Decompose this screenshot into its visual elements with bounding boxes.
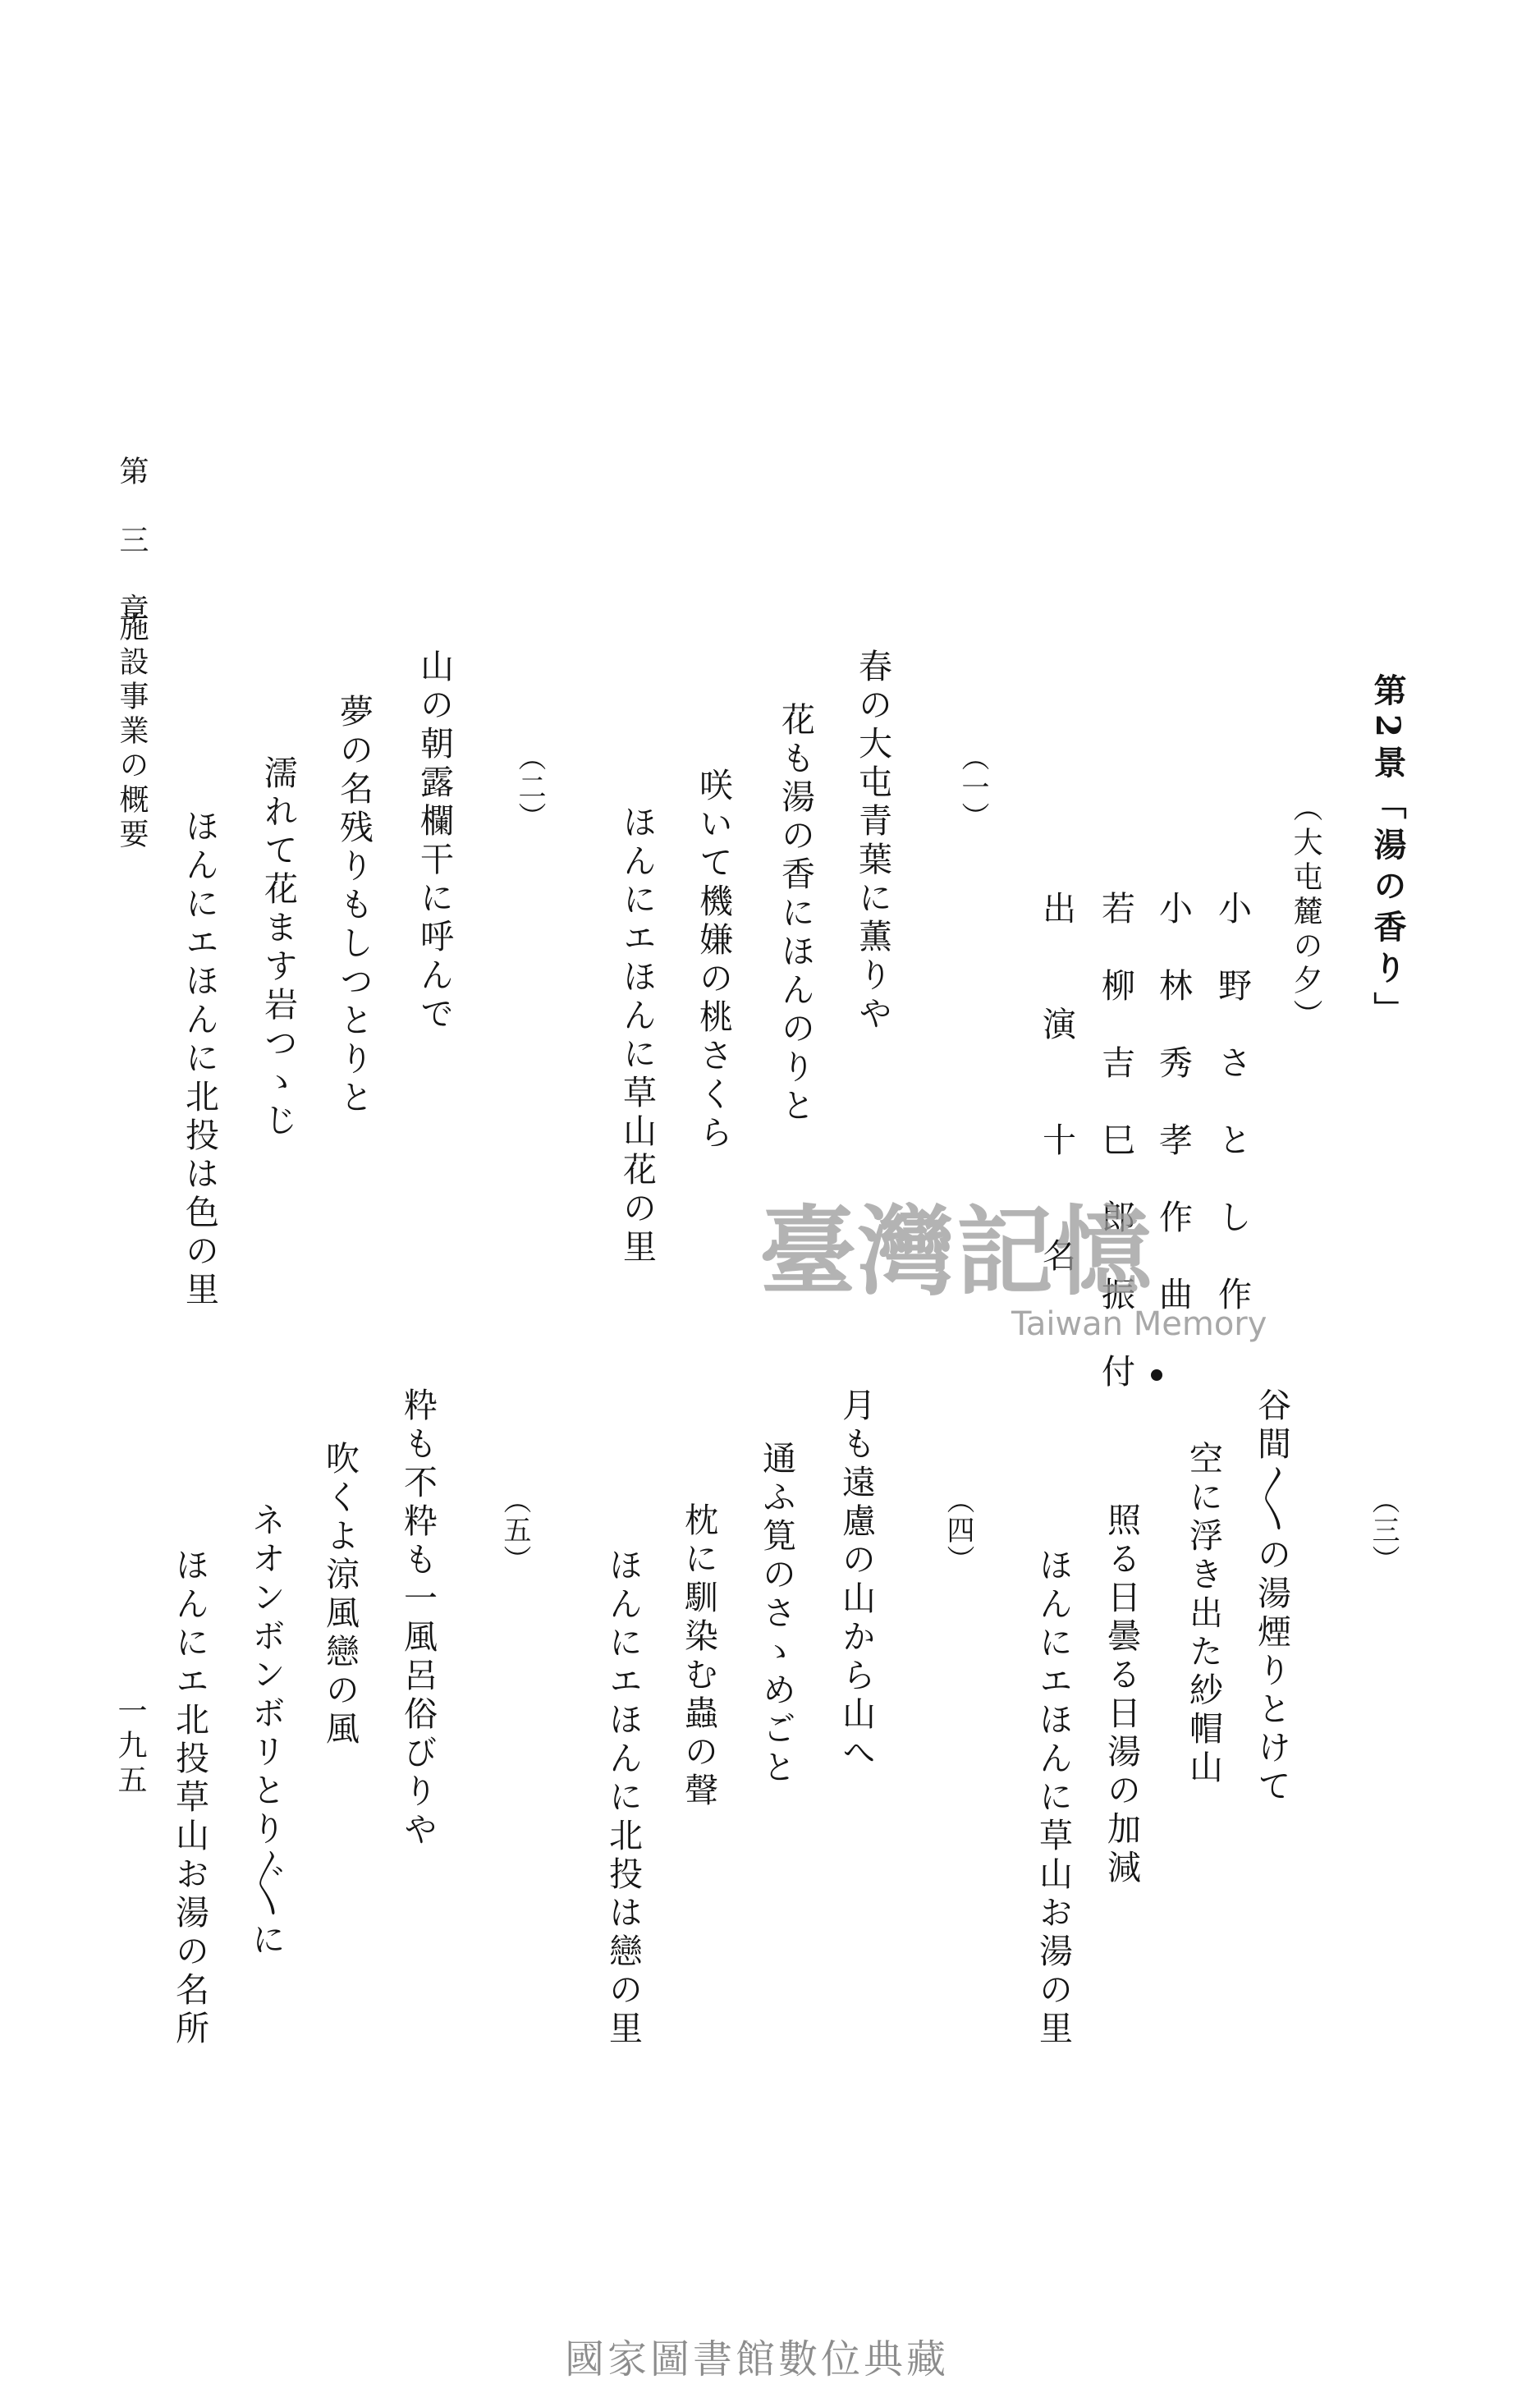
verse-line: 山の朝露欄干に呼んで — [415, 649, 454, 1034]
verse-line: 通ふ筧のさゝめごと — [757, 1441, 796, 1788]
verse-line: 吹くよ涼風戀の風 — [320, 1441, 360, 1749]
verse-line: ネオンボンボリとり〴〵に — [246, 1502, 286, 1960]
verse-number: （一） — [956, 743, 989, 832]
verse-line: 谷間〳〵の湯煙りとけて — [1252, 1387, 1291, 1807]
verse-line: 咲いて機嫌の桃さくら — [694, 768, 733, 1153]
verse-line: ほんにエほんに草山お湯の里 — [1034, 1547, 1073, 2049]
verse-line: ほんにエほんに北投は色の里 — [180, 809, 219, 1310]
scene-title: 第2景「湯の香り」 — [1368, 673, 1407, 1033]
verse-line: 照る日曇る日湯の加減 — [1102, 1502, 1141, 1888]
verse-number: （二） — [513, 743, 546, 832]
credit-choreography: 若 柳 吉 巳 郎 振 付 — [1096, 891, 1135, 1392]
verse-line: ほんにエ北投草山お湯の名所 — [170, 1547, 209, 2049]
watermark-english: Taiwan Memory — [1011, 1305, 1267, 1343]
chapter-label: 第 三 章 — [115, 456, 149, 628]
verse-number: （三） — [1367, 1486, 1400, 1575]
verse-line: 春の大屯青葉に薫りや — [853, 649, 892, 1034]
verse-line: 月も遠慮の山から山へ — [836, 1387, 876, 1773]
watermark-logo: 臺灣記憶 — [759, 1195, 1154, 1309]
chapter-title: 施設事業の概要 — [115, 612, 149, 853]
archive-watermark: 國家圖書館數位典藏 — [565, 2336, 950, 2382]
credit-lyrics: 小 野 さ と し 作 — [1212, 891, 1252, 1315]
verse-number: （四） — [942, 1486, 974, 1575]
verse-line: 枕に馴染む蟲の聲 — [679, 1502, 718, 1811]
verse-line: 夢の名残りもしつとりと — [334, 694, 374, 1118]
page-number: 一九五 — [113, 1695, 147, 1799]
verse-line: 粋も不粋も一風呂俗びりや — [398, 1387, 438, 1850]
scene-subtitle: （大屯麓の夕） — [1289, 792, 1322, 1034]
bullet-mark — [1151, 1369, 1162, 1381]
credit-music: 小 林 秀 孝 作 曲 — [1153, 891, 1193, 1315]
verse-line: 花も湯の香にほんのりと — [776, 702, 815, 1126]
verse-line: ほんにエほんに草山花の里 — [617, 805, 657, 1268]
verse-line: ほんにエほんに北投は戀の里 — [603, 1547, 643, 2049]
verse-line: 濡れて花ます岩つゝじ — [259, 755, 298, 1141]
credit-cast: 出 演 十 名 — [1037, 891, 1076, 1277]
verse-number: （五） — [498, 1486, 531, 1575]
verse-line: 空に浮き出た紗帽山 — [1184, 1441, 1223, 1788]
